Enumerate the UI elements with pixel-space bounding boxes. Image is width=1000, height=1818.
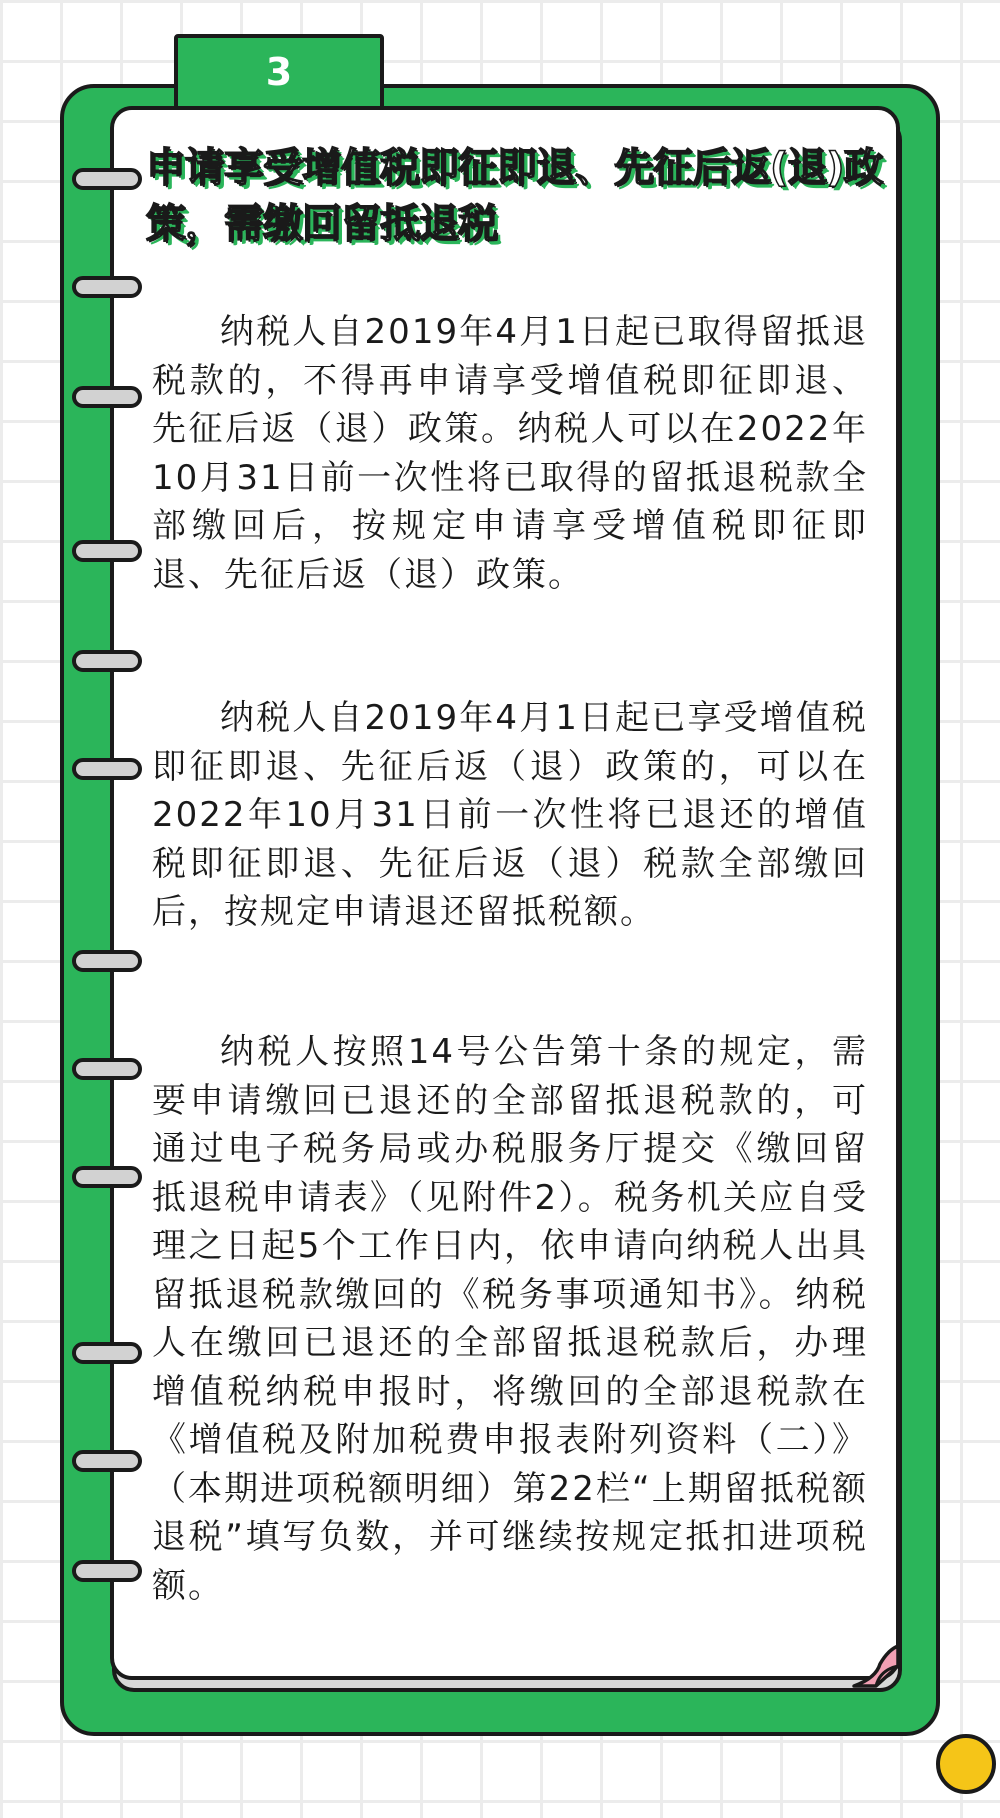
- binder-ring-icon: [72, 1560, 142, 1582]
- binder-ring-icon: [72, 386, 142, 408]
- binder-ring-icon: [72, 168, 142, 190]
- binder-ring-icon: [72, 276, 142, 298]
- binder-ring-icon: [72, 540, 142, 562]
- section-number-tab: [174, 34, 384, 116]
- paragraph-2: 纳税人自2019年4月1日起已享受增值税即征即退、先征后返（退）政策的，可以在2022年10月31日前一次性将已退还的增值税即征即退、先征后返（退）税款全部缴回后，按规定申请退还留抵税额。: [152, 698, 868, 932]
- binder-ring-icon: [72, 1450, 142, 1472]
- binder-ring-icon: [72, 758, 142, 780]
- binder-ring-icon: [72, 1342, 142, 1364]
- binder-ring-icon: [72, 1058, 142, 1080]
- paragraph-1: 纳税人自2019年4月1日起已取得留抵退税款的，不得再申请享受增值税即征即退、先征后返（退）政策。纳税人可以在2022年10月31日前一次性将已取得的留抵退税款全部缴回后，按规定申请享受增值税即征即退、先征后返（退）政策。: [152, 312, 868, 595]
- page-title: 申请享受增值税即征即退、先征后返(退)政策，需缴回留抵退税: [146, 145, 883, 247]
- binder-ring-icon: [72, 650, 142, 672]
- binder-ring-icon: [72, 950, 142, 972]
- binder-ring-icon: [72, 1166, 142, 1188]
- section-number: 3: [265, 50, 293, 94]
- yellow-dot-decoration: [936, 1734, 996, 1794]
- page-curl-icon: [850, 1644, 900, 1688]
- paragraph-3: 纳税人按照14号公告第十条的规定，需要申请缴回已退还的全部留抵退税款的，可通过电子税务局或办税服务厅提交《缴回留抵退税申请表》（见附件2）。税务机关应自受理之日起5个工作日内，依申请向纳税人出具留抵退税款缴回的《税务事项通知书》。纳税人在缴回已退还的全部留抵退税款后，办理增值税纳税申报时，将缴回的全部退税款在《增值税及附加税费申报表附列资料（二）》（本期进项税额明细）第22栏“上期留抵税额退税”填写负数，并可继续按规定抵扣进项税额。: [152, 1032, 868, 1606]
